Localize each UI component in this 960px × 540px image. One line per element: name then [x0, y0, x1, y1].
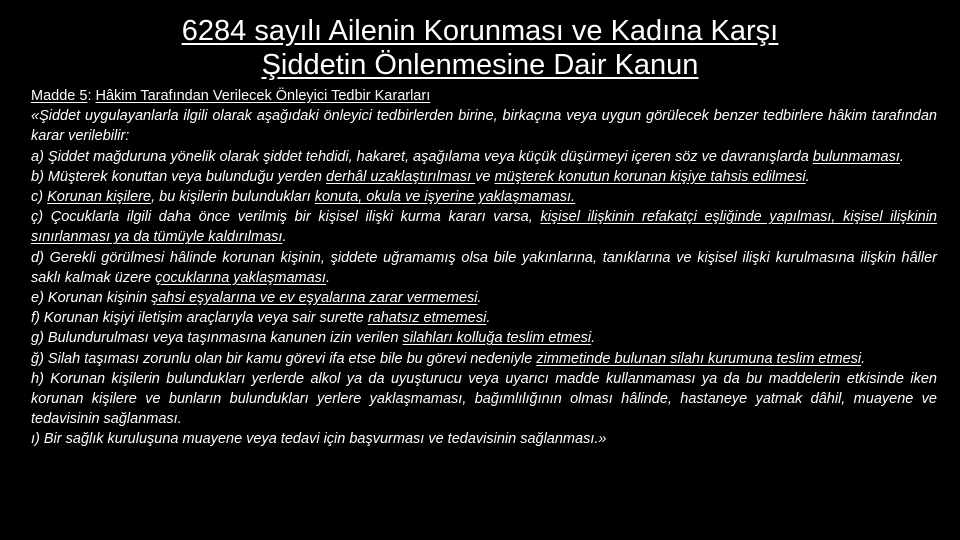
title-line-1: 6284 sayılı Ailenin Korunması ve Kadına Karşı — [181, 15, 779, 47]
clause-a: a) Şiddet mağduruna yönelik olarak şiddet tehdidi, hakaret, aşağılama veya küçük düşürmeyi içeren söz ve davranışlarda bulunmaması. — [31, 148, 904, 165]
clause-gg: ğ) Silah taşıması zorunlu olan bir kamu görevi ifa etse bile bu görevi nedeniyle zimmetinde bulunan silahı kurumuna teslim etmesi. — [31, 350, 866, 367]
clause-b: b) Müşterek konuttan veya bulunduğu yerden derhâl uzaklaştırılması ve müşterek konutun korunan kişiye tahsis edilmesi. — [31, 168, 810, 185]
clause-cc: ç) Çocuklarla ilgili daha önce verilmiş bir kişisel ilişki kurma kararı varsa, kişisel ilişkinin refakatçi eşliğinde yapılması, kişisel ilişkinin sınırlanması ya da tümüyle kaldırılması. — [31, 209, 937, 246]
article-number: Madde 5 — [31, 88, 88, 104]
clause-f: f) Korunan kişiyi iletişim araçlarıyla veya sair surette rahatsız etmemesi. — [31, 310, 491, 327]
clause-c: c) Korunan kişilere, bu kişilerin bulundukları konuta, okula ve işyerine yaklaşmaması. — [31, 189, 576, 206]
article-title: Hâkim Tarafından Verilecek Önleyici Tedbir Kararları — [95, 88, 431, 104]
page-title — [0, 14, 960, 82]
law-text — [31, 86, 937, 450]
clause-e: e) Korunan kişinin şahsi eşyalarına ve ev eşyalarına zarar vermemesi. — [31, 290, 482, 307]
clause-i: ı) Bir sağlık kuruluşuna muayene veya tedavi için başvurması ve tedavisinin sağlanması.» — [31, 431, 607, 448]
title-line-2: Şiddetin Önlenmesine Dair Kanun — [261, 49, 699, 81]
clause-h: h) Korunan kişilerin bulundukları yerlerde alkol ya da uyuşturucu veya uyarıcı madde kullanmaması ya da bu maddelerin etkisinde iken korunan kişilere ve bunların bulundukları yerlere yaklaşmaması, bağımlılığının olması hâlinde, hastaneye yatmak dâhil, muayene ve tedavisinin sağlanması. — [31, 370, 937, 428]
article-intro: «Şiddet uygulayanlarla ilgili olarak aşağıdaki önleyici tedbirlerden birine, birkaçına veya uygun görülecek benzer tedbirlere hâkim tarafından karar verilebilir: — [31, 108, 937, 145]
article-heading: Madde 5: Hâkim Tarafından Verilecek Önleyici Tedbir Kararları — [31, 88, 431, 104]
clause-g: g) Bulundurulması veya taşınmasına kanunen izin verilen silahları kolluğa teslim etmesi. — [31, 330, 596, 347]
clause-d: d) Gerekli görülmesi hâlinde korunan kişinin, şiddete uğramamış olsa bile yakınlarına, tanıklarına ve kişisel ilişki kurulmasına ilişkin hâller saklı kalmak üzere çocuklarına yaklaşmaması. — [31, 249, 937, 286]
